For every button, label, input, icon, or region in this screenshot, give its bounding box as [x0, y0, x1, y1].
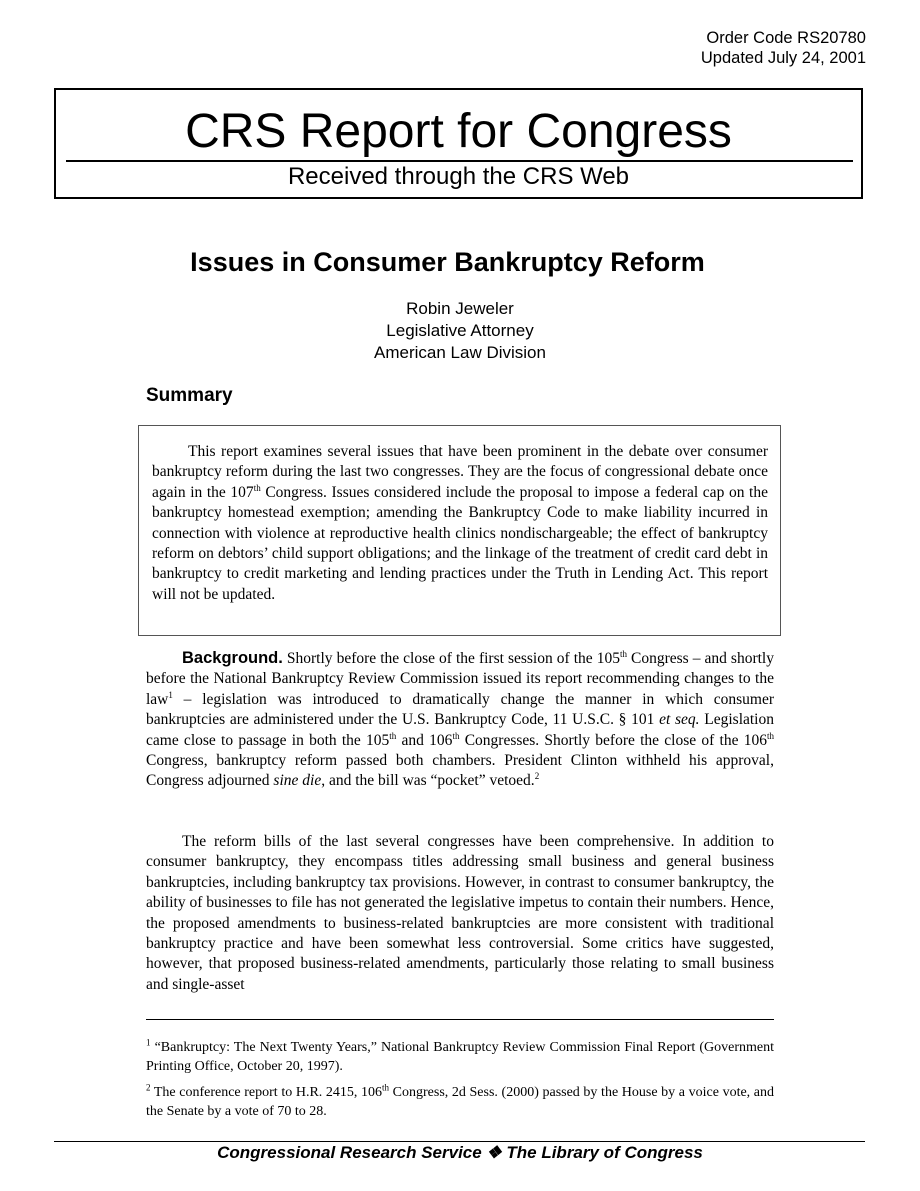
footnote-number: 1 [146, 1037, 151, 1048]
footnotes [146, 1038, 774, 1128]
summary-paragraph [152, 442, 768, 605]
ordinal-suffix: th [382, 1082, 390, 1093]
ordinal-suffix: th [452, 730, 460, 741]
footnote-ref-1[interactable]: 1 [168, 689, 173, 700]
background-paragraph [146, 648, 774, 792]
banner-title: CRS Report for Congress [185, 105, 732, 158]
body-text: and 106 [396, 731, 453, 749]
banner-subtitle: Received through the CRS Web [287, 163, 630, 190]
updated-date: Updated July 24, 2001 [700, 49, 866, 67]
body-text: Legislation came close to passage in both the 105 [146, 711, 774, 749]
footnote-text: The conference report to H.R. 2415, 106 [150, 1085, 383, 1100]
summary-text: This report examines several issues that have been prominent in the debate over consumer bankruptcy reform during the last two congresses. They are the focus of congressional debate once again in the 107 [152, 443, 768, 501]
body-text: Shortly before the close of the first session of the 105 [282, 650, 620, 667]
ordinal-suffix: th [619, 648, 627, 659]
summary-heading: Summary [146, 385, 233, 406]
page-footer: Congressional Research Service ❖ The Library of Congress [217, 1143, 703, 1162]
order-code-block [701, 28, 866, 68]
ordinal-suffix: th [253, 482, 261, 493]
footnote-ref-2[interactable]: 2 [534, 771, 540, 782]
ordinal-suffix: th [389, 730, 397, 741]
body-text: , and the bill was “pocket” vetoed. [321, 772, 535, 790]
background-heading: Background. [182, 649, 283, 667]
footnote-2 [146, 1083, 774, 1121]
reform-paragraph: The reform bills of the last several congresses have been comprehensive. In addition to consumer bankruptcy, they encompass titles addressing small business and general business bankruptcies, including bankruptcy tax provisions. However, in contrast to consumer bankruptcy, the ability of businesses to file has not generated the legislative impetus to contain their numbers. Hence, the proposed amendments to business-related bankruptcies are more consistent with traditional bankruptcy practice and have been somewhat less controversial. Some critics have suggested, however, that proposed business-related amendments, particularly those relating to small business and single-asset [146, 833, 775, 993]
body-text: Congress – and shortly before the National Bankruptcy Review Commission issued its report recommending changes to the law [146, 650, 774, 708]
footnote-text: Congress, 2d Sess. (2000) passed by the House by a voice vote, and the Senate by a vote of 70 to 28. [146, 1085, 775, 1119]
italic-term: sine die [273, 772, 322, 790]
author-block [0, 298, 920, 364]
summary-box [138, 425, 781, 636]
body-text: Congresses. Shortly before the close of the 106 [459, 731, 767, 749]
ordinal-suffix: th [766, 730, 774, 741]
body-text: – legislation was introduced to dramatically change the manner in which consumer bankruptcies are administered under the U.S. Bankruptcy Code, 11 U.S.C. § 101 [146, 690, 774, 729]
italic-term: et seq. [659, 711, 700, 729]
reform-section [146, 832, 774, 995]
author-division: American Law Division [374, 343, 546, 362]
footnote-1 [146, 1038, 774, 1076]
footnote-number: 2 [146, 1082, 151, 1093]
background-section [146, 648, 774, 792]
footnote-divider [146, 1019, 774, 1020]
author-role: Legislative Attorney [386, 321, 534, 340]
crs-banner [54, 88, 863, 199]
summary-text: Congress. Issues considered include the proposal to impose a federal cap on the bankruptcy homestead exemption; amending the Bankruptcy Code to make liability incurred in connection with violence at reproductive health clinics nondischargeable; the effect of bankruptcy reform on debtors’ child support obligations; and the linkage of the treatment of credit card debt in bankruptcy to credit marketing and lending practices under the Truth in Lending Act. This report will not be updated. [152, 483, 768, 603]
footnote-text: “Bankruptcy: The Next Twenty Years,” National Bankruptcy Review Commission Final Report (Government Printing Office, October 20, 1997). [146, 1040, 774, 1074]
order-code: Order Code RS20780 [706, 29, 866, 47]
body-text: Congress, bankruptcy reform passed both chambers. President Clinton withheld his approval, Congress adjourned [146, 752, 774, 790]
author-name: Robin Jeweler [406, 299, 514, 318]
document-title: Issues in Consumer Bankruptcy Reform [190, 247, 705, 277]
